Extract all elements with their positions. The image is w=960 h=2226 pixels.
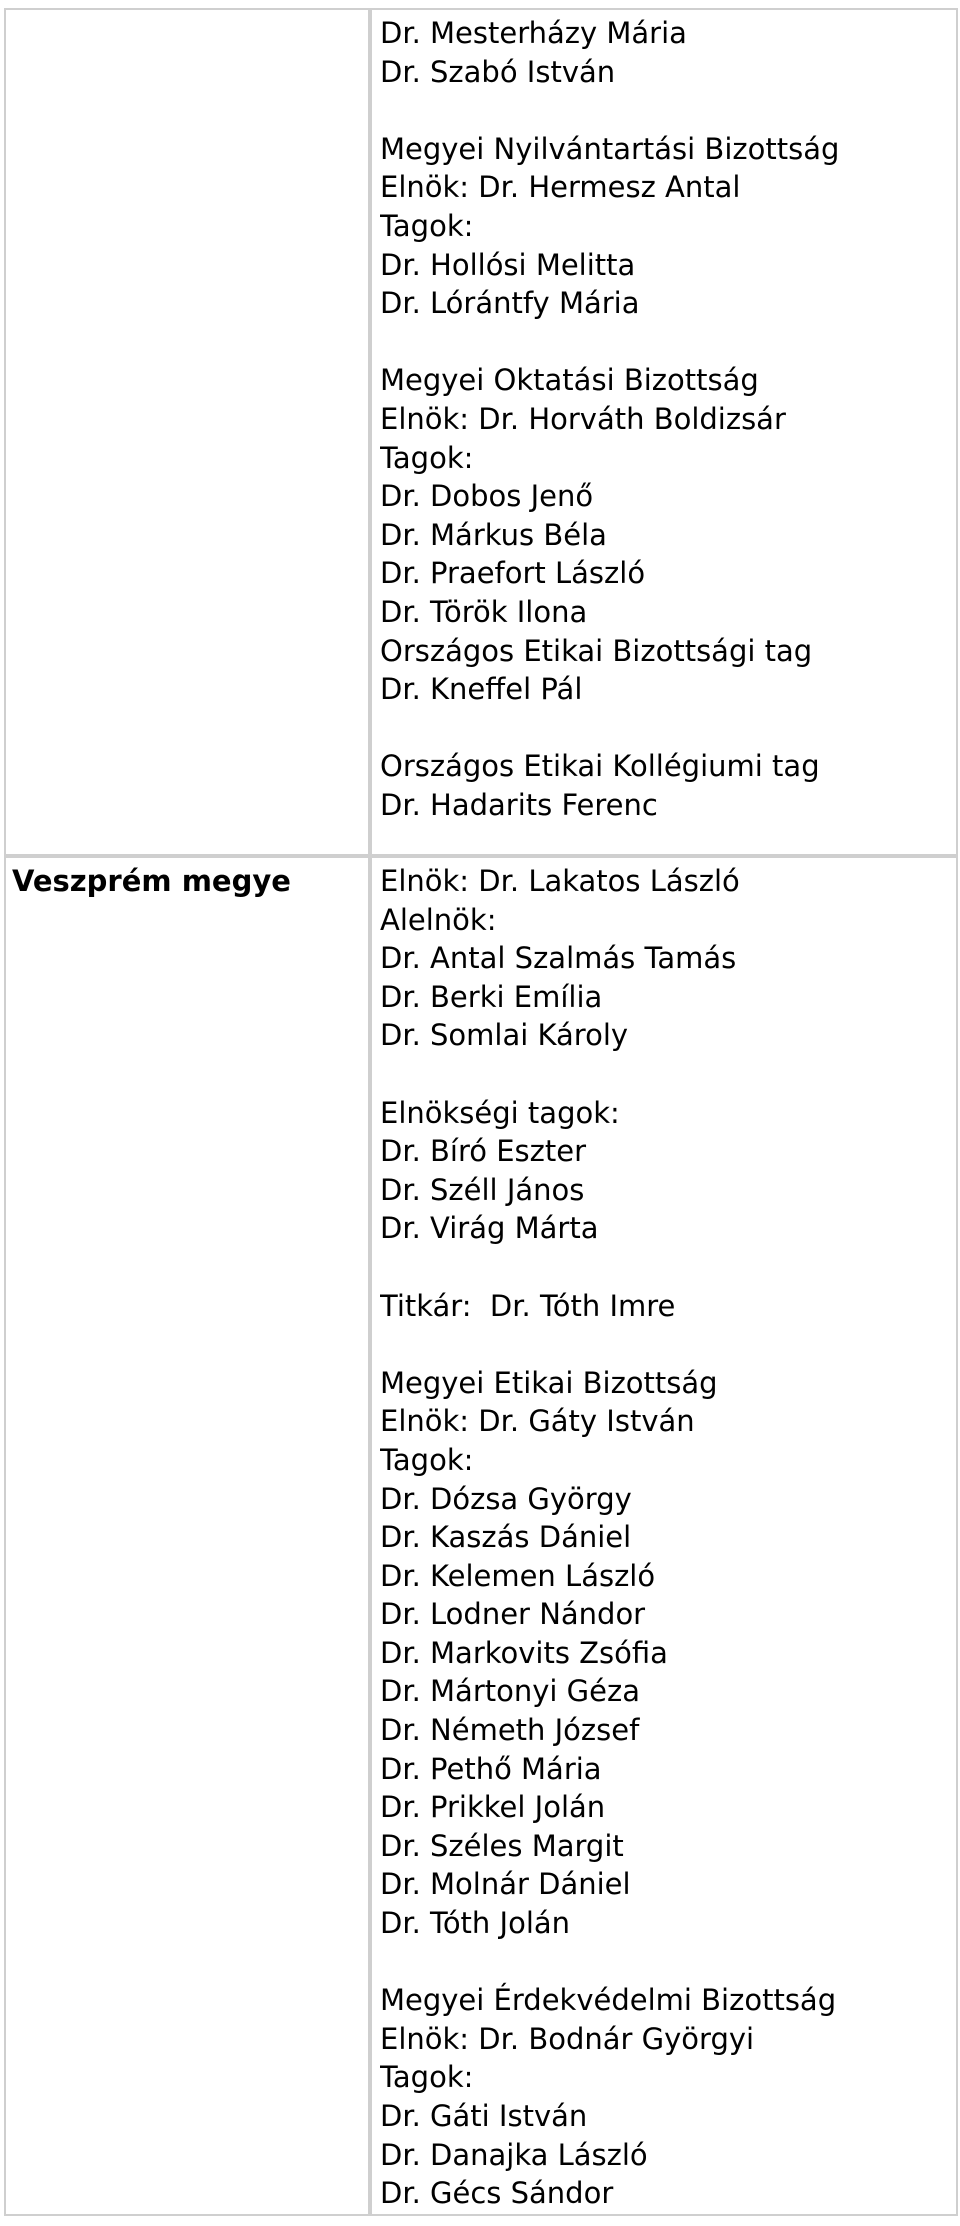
roster-table (4, 8, 958, 2216)
list-item: Dr. Pethő Mária (380, 1751, 602, 1786)
county-cell (4, 856, 370, 2216)
list-item: Dr. Hadarits Ferenc (380, 787, 658, 822)
list-item: Elnök: Dr. Horváth Boldizsár (380, 401, 786, 436)
list-item: Dr. Markovits Zsófia (380, 1635, 668, 1670)
blank-line (380, 1943, 952, 1982)
list-item: Dr. Somlai Károly (380, 1018, 629, 1053)
list-item: Dr. Németh József (380, 1713, 640, 1748)
list-item: Dr. Lórántfy Mária (380, 286, 640, 321)
list-item: Dr. Márkus Béla (380, 517, 607, 552)
list-item: Dr. Antal Szalmás Tamás (380, 941, 737, 976)
list-item: Dr. Hollósi Melitta (380, 247, 636, 282)
list-item: Dr. Lodner Nándor (380, 1597, 646, 1632)
list-item: Dr. Gécs Sándor (380, 2176, 614, 2211)
list-item: Dr. Danajka László (380, 2137, 648, 2172)
list-item: Alelnök: (380, 902, 497, 937)
list-item: Dr. Berki Emília (380, 979, 603, 1014)
list-item: Dr. Gáti István (380, 2099, 588, 2133)
table-row (4, 856, 958, 2216)
list-item: Elnök: Dr. Bodnár Györgyi (380, 2021, 755, 2056)
list-item: Titkár: Dr. Tóth Imre (380, 1288, 676, 1323)
list-item: Dr. Bíró Eszter (380, 1134, 587, 1169)
blank-line (380, 1248, 952, 1287)
list-item: Országos Etikai Bizottsági tag (380, 633, 813, 668)
list-item: Megyei Nyilvántartási Bizottság (380, 131, 840, 166)
blank-line (380, 1325, 952, 1364)
list-item: Dr. Tóth Jolán (380, 1906, 571, 1941)
list-item: Elnök: Dr. Gáty István (380, 1404, 695, 1439)
list-item: Dr. Széles Margit (380, 1828, 624, 1863)
list-item: Tagok: (380, 208, 474, 243)
blank-line (380, 709, 952, 748)
list-item: Dr. Szabó István (380, 54, 616, 89)
list-item: Dr. Török Ilona (380, 594, 588, 629)
list-item: Tagok: (380, 2060, 474, 2095)
blank-line (380, 1055, 952, 1094)
blank-line (380, 91, 952, 130)
list-item: Dr. Praefort László (380, 556, 646, 591)
list-item: Országos Etikai Kollégiumi tag (380, 749, 820, 784)
county-cell (4, 8, 370, 856)
table-row (4, 8, 958, 856)
list-item: Megyei Érdekvédelmi Bizottság (380, 1983, 837, 2018)
list-item: Dr. Mesterházy Mária (380, 16, 687, 50)
list-item: Dr. Kaszás Dániel (380, 1520, 632, 1555)
list-item: Dr. Mártonyi Géza (380, 1674, 640, 1709)
list-item: Dr. Prikkel Jolán (380, 1790, 606, 1825)
list-item: Elnökségi tagok: (380, 1095, 620, 1130)
list-item: Tagok: (380, 1442, 474, 1477)
county-name: Veszprém megye (12, 864, 291, 898)
list-item: Dr. Kelemen László (380, 1558, 656, 1593)
list-item: Dr. Molnár Dániel (380, 1867, 631, 1902)
list-item: Dr. Virág Márta (380, 1211, 599, 1246)
blank-line (380, 323, 952, 362)
list-item: Tagok: (380, 440, 474, 475)
list-item: Dr. Dobos Jenő (380, 479, 594, 514)
list-item: Dr. Kneffel Pál (380, 672, 583, 707)
list-item: Elnök: Dr. Hermesz Antal (380, 170, 741, 205)
members-cell (370, 856, 958, 2216)
list-item: Megyei Oktatási Bizottság (380, 363, 759, 398)
list-item: Elnök: Dr. Lakatos László (380, 864, 740, 898)
list-item: Megyei Etikai Bizottság (380, 1365, 718, 1400)
list-item: Dr. Széll János (380, 1172, 585, 1207)
list-item: Dr. Dózsa György (380, 1481, 632, 1516)
members-cell (370, 8, 958, 856)
